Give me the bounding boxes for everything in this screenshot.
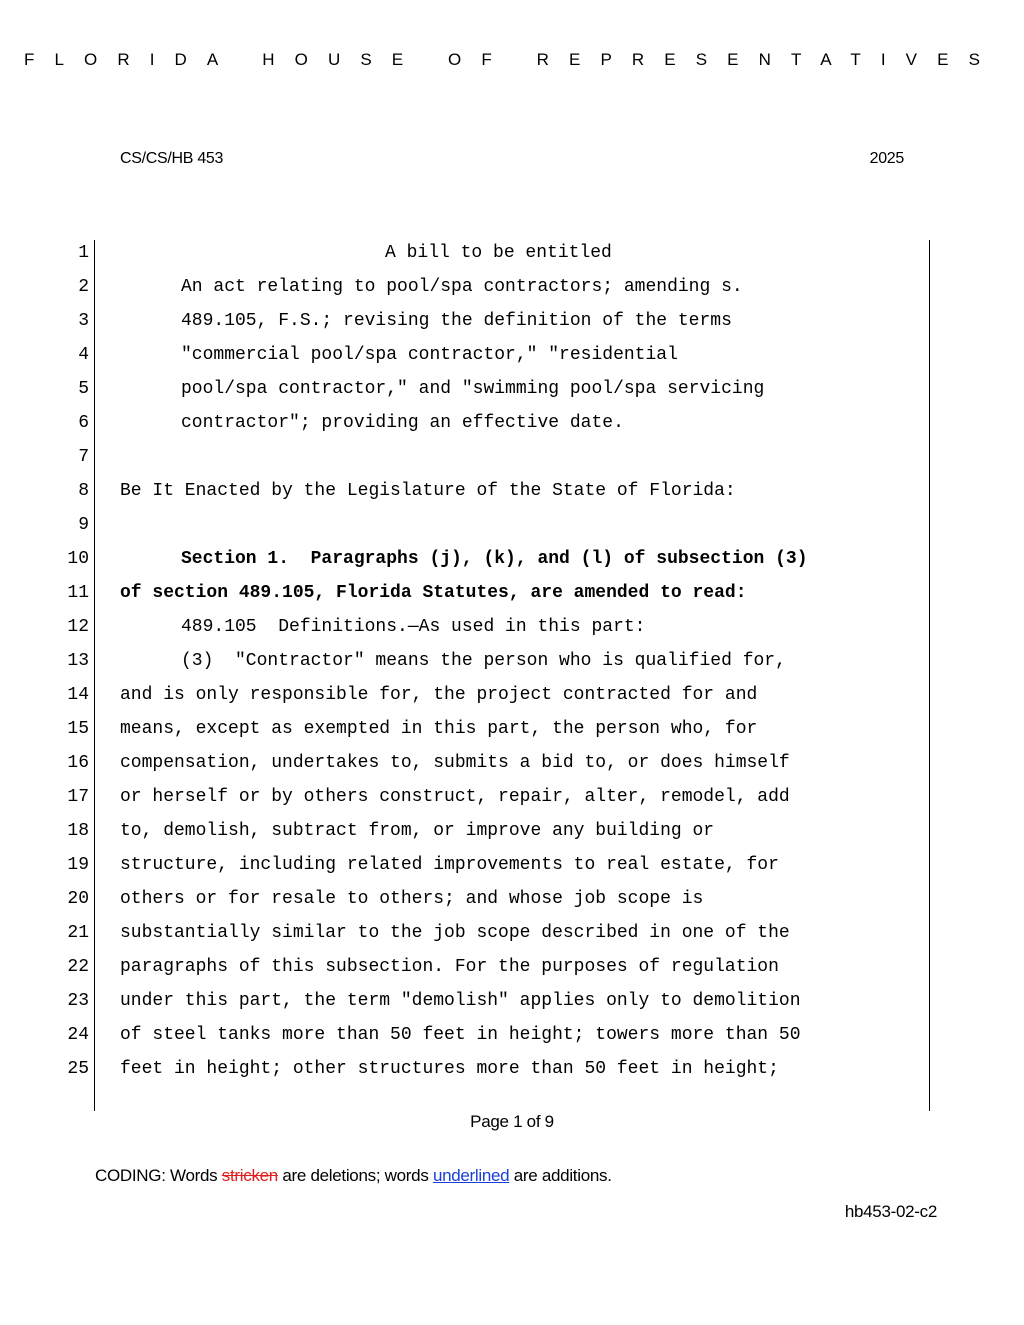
line-number: 5 — [78, 379, 89, 399]
bill-line — [0, 270, 1024, 304]
page-number: Page 1 of 9 — [470, 1112, 554, 1131]
line-number: 7 — [78, 447, 89, 467]
line-text: of section 489.105, Florida Statutes, are amended to read: — [120, 583, 747, 603]
coding-middle: are deletions; words — [277, 1166, 433, 1185]
line-text: pool/spa contractor," and "swimming pool/spa servicing — [181, 379, 765, 399]
bill-line — [0, 712, 1024, 746]
chamber-masthead: FLORIDA HOUSE OF REPRESENTATIVES — [23, 50, 1001, 69]
coding-legend — [95, 1166, 612, 1186]
bill-line — [0, 1018, 1024, 1052]
line-number: 8 — [78, 481, 89, 501]
line-number: 11 — [67, 583, 89, 603]
line-text: Be It Enacted by the Legislature of the State of Florida: — [120, 481, 736, 501]
line-text: 489.105, F.S.; revising the definition of the terms — [181, 311, 732, 331]
line-number: 4 — [78, 345, 89, 365]
bill-line — [0, 916, 1024, 950]
bill-line — [0, 508, 1024, 542]
bill-line — [0, 372, 1024, 406]
line-text: paragraphs of this subsection. For the purposes of regulation — [120, 957, 779, 977]
line-text: structure, including related improvements to real estate, for — [120, 855, 779, 875]
bill-id: CS/CS/HB 453 — [120, 150, 224, 167]
line-number: 2 — [78, 277, 89, 297]
bill-line — [0, 678, 1024, 712]
line-text: 489.105 Definitions.—As used in this part: — [181, 617, 646, 637]
line-number: 12 — [67, 617, 89, 637]
line-text: substantially similar to the job scope described in one of the — [120, 923, 790, 943]
line-text: "commercial pool/spa contractor," "residential — [181, 345, 678, 365]
bill-line — [0, 304, 1024, 338]
line-number: 24 — [67, 1025, 89, 1045]
line-number: 6 — [78, 413, 89, 433]
line-number: 23 — [67, 991, 89, 1011]
bill-year: 2025 — [869, 150, 904, 167]
line-text: or herself or by others construct, repair, alter, remodel, add — [120, 787, 790, 807]
coding-underlined-sample: underlined — [432, 1166, 510, 1185]
line-text: compensation, undertakes to, submits a bid to, or does himself — [120, 753, 790, 773]
line-text: An act relating to pool/spa contractors; amending s. — [181, 277, 743, 297]
bill-line — [0, 1052, 1024, 1086]
bill-line — [0, 610, 1024, 644]
line-text: (3) "Contractor" means the person who is qualified for, — [181, 651, 786, 671]
line-number: 16 — [67, 753, 89, 773]
line-number: 19 — [67, 855, 89, 875]
line-text: others or for resale to others; and whose job scope is — [120, 889, 704, 909]
bill-line — [0, 746, 1024, 780]
bill-line — [0, 848, 1024, 882]
bill-line — [0, 780, 1024, 814]
line-number: 14 — [67, 685, 89, 705]
line-text: A bill to be entitled — [385, 243, 612, 263]
bill-line — [0, 236, 1024, 270]
line-number: 10 — [67, 549, 89, 569]
line-text: feet in height; other structures more than 50 feet in height; — [120, 1059, 779, 1079]
line-text: to, demolish, subtract from, or improve any building or — [120, 821, 715, 841]
line-number: 22 — [67, 957, 89, 977]
line-text: Section 1. Paragraphs (j), (k), and (l) of subsection (3) — [181, 549, 808, 569]
coding-prefix: CODING: Words — [95, 1166, 222, 1185]
line-text: under this part, the term "demolish" applies only to demolition — [120, 991, 801, 1011]
bill-line — [0, 644, 1024, 678]
line-text: and is only responsible for, the project contracted for and — [120, 685, 758, 705]
line-number: 15 — [67, 719, 89, 739]
bill-line — [0, 950, 1024, 984]
bill-text-body — [0, 236, 1024, 1086]
bill-line — [0, 338, 1024, 372]
bill-line — [0, 474, 1024, 508]
bill-line — [0, 576, 1024, 610]
line-number: 1 — [78, 243, 89, 263]
line-text: means, except as exempted in this part, the person who, for — [120, 719, 758, 739]
line-number: 17 — [67, 787, 89, 807]
line-number: 9 — [78, 515, 89, 535]
line-text: of steel tanks more than 50 feet in height; towers more than 50 — [120, 1025, 801, 1045]
coding-stricken-sample: stricken — [221, 1166, 278, 1185]
line-number: 25 — [67, 1059, 89, 1079]
line-text: contractor"; providing an effective date. — [181, 413, 624, 433]
line-number: 21 — [67, 923, 89, 943]
file-id: hb453-02-c2 — [844, 1202, 937, 1221]
bill-line — [0, 882, 1024, 916]
coding-suffix: are additions. — [509, 1166, 612, 1185]
bill-line — [0, 984, 1024, 1018]
line-number: 3 — [78, 311, 89, 331]
line-number: 20 — [67, 889, 89, 909]
bill-line — [0, 542, 1024, 576]
bill-line — [0, 406, 1024, 440]
bill-line — [0, 814, 1024, 848]
line-number: 18 — [67, 821, 89, 841]
line-number: 13 — [67, 651, 89, 671]
bill-line — [0, 440, 1024, 474]
